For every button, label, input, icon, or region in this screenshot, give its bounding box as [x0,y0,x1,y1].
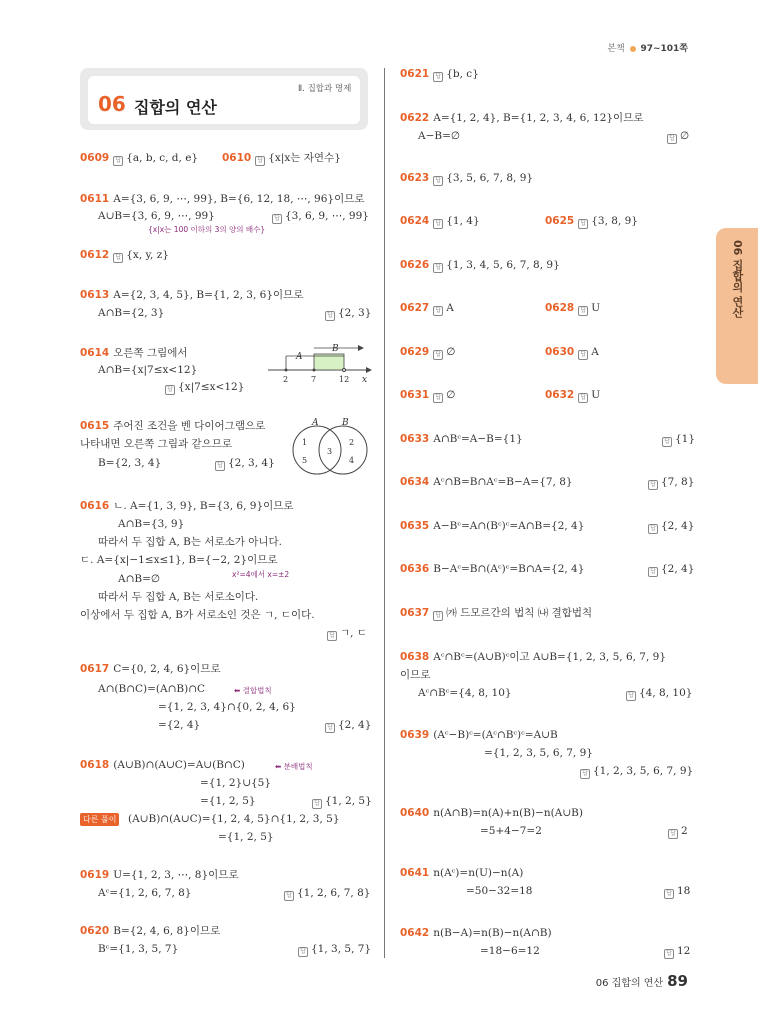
side-tab [716,228,758,384]
answer [165,380,244,394]
solution-line: B−Aᶜ=B∩(Aᶜ)ᶜ=B∩A={2, 4} [433,563,585,575]
problem-number: 0623 [400,172,430,184]
page-footer [596,972,688,990]
problem-0640 [400,806,583,820]
answer: ∅ [446,346,456,358]
problem-0625 [545,214,638,228]
answer-text: {2, 4} [661,520,695,532]
answer-box-icon: 답 [578,393,588,403]
problem-number: 0609 [80,152,110,164]
page-number: 89 [667,972,688,990]
problem-number: 0611 [80,193,110,205]
answer-text: {x|7≤x<12} [178,381,245,393]
venn-element: 2 [349,438,355,447]
answer: {a, b, c, d, e} [126,152,199,164]
answer [325,718,371,732]
venn-element: 1 [302,438,308,447]
answer-box-icon: 답 [580,769,590,779]
answer: U [591,302,601,314]
problem-number: 0620 [80,925,110,937]
solution-line: ={1, 2, 3, 5, 6, 7, 9} [484,747,593,759]
problem-0634 [400,475,573,489]
chapter-title: 집합의 연산 [134,98,217,117]
solution-line: 따라서 두 집합 A, B는 서로소이다. [98,591,259,603]
solution-line: A∩(B∩C)=(A∩B)∩C [98,683,206,695]
problem-number: 0622 [400,112,430,124]
venn-label-b: B [342,418,349,428]
answer-box-icon: 답 [113,253,123,263]
problem-0612 [80,248,169,262]
answer [664,944,690,958]
problem-number: 0636 [400,563,430,575]
problem-number: 0625 [545,215,575,227]
axis-x-label: x [362,375,368,385]
solution-line: U={1, 2, 3, ⋯, 8}이므로 [113,869,239,881]
problem-number: 0621 [400,68,430,80]
answer-box-icon: 답 [433,393,443,403]
problem-number: 0637 [400,607,430,619]
answer [662,432,695,446]
answer [648,562,694,576]
problem-number: 0628 [545,302,575,314]
problem-number: 0614 [80,347,110,359]
solution-line: A∩B={x|7≤x<12} [98,364,198,376]
solution-line: 오른쪽 그림에서 [113,347,188,359]
answer-box-icon: 답 [165,385,175,395]
answer-text: {1, 3, 5, 7} [311,943,372,955]
answer-box-icon: 답 [433,219,443,229]
problem-0624 [400,214,480,228]
problem-0638 [400,650,666,664]
annotation-note: {x|x는 100 이하의 3의 양의 배수} [148,225,266,234]
solution-line: =50−32=18 [466,885,533,897]
set-a-label: A [296,352,303,362]
answer: {3, 5, 6, 7, 8, 9} [446,172,534,184]
venn-element: 5 [302,456,308,465]
problem-0630 [545,345,599,359]
problem-0637 [400,606,592,620]
problem-number: 0631 [400,389,430,401]
answer-text: 12 [677,945,691,957]
venn-diagram [285,414,375,478]
problem-0609 [80,151,198,165]
alternate-solution-tag: 다른 풀이 [80,813,119,826]
problem-number: 0633 [400,433,430,445]
solution-line: A−B=∅ [418,130,461,142]
number-line-figure [262,340,374,386]
dot-icon [630,46,636,52]
solution-line: ㄷ. A={x|−1≤x≤1}, B={−2, 2}이므로 [80,554,278,566]
problem-number: 0638 [400,651,430,663]
venn-element: 3 [327,447,333,456]
answer: {x|x는 자연수} [268,152,341,164]
problem-number: 0635 [400,520,430,532]
answer-box-icon: 답 [662,437,672,447]
solution-line: B={2, 3, 4} [98,457,162,469]
solution-line: (Aᶜ−B)ᶜ=(Aᶜ∩Bᶜ)ᶜ=A∪B [433,729,558,741]
answer [272,209,369,223]
problem-0635 [400,519,584,533]
solution-line: =5+4−7=2 [480,825,542,837]
tick-label: 2 [283,375,289,384]
annotation-note: x²=4에서 x=±2 [232,570,290,579]
solution-line: A={1, 2, 4}, B={1, 2, 3, 4, 6, 12}이므로 [433,112,644,124]
solution-line: A∩B=∅ [118,573,161,585]
problem-0633 [400,432,523,446]
answer: {1, 4} [446,215,480,227]
answer-box-icon: 답 [215,461,225,471]
ref-label: 본책 [607,44,625,54]
answer-box-icon: 답 [668,829,678,839]
answer-box-icon: 답 [433,263,443,273]
problem-0613 [80,288,303,302]
answer-box-icon: 답 [327,631,337,641]
answer-box-icon: 답 [298,947,308,957]
solution-line: 나타내면 오른쪽 그림과 같으므로 [80,438,233,450]
solution-line: ={1, 2, 5} [200,795,256,807]
answer-box-icon: 답 [255,156,265,166]
answer-box-icon: 답 [667,134,677,144]
problem-number: 0632 [545,389,575,401]
solution-line: Aᶜ∩Bᶜ={4, 8, 10} [418,687,512,699]
problem-number: 0627 [400,302,430,314]
problem-0632 [545,388,600,402]
answer-box-icon: 답 [113,156,123,166]
answer [325,306,371,320]
answer-text: {1, 2, 3, 5, 6, 7, 9} [593,765,694,777]
problem-0610 [222,151,341,165]
problem-number: 0610 [222,152,252,164]
problem-0626 [400,258,560,272]
answer-box-icon: 답 [272,214,282,224]
solution-line: ㄴ. A={1, 3, 9}, B={3, 6, 9}이므로 [113,500,294,512]
solution-line: (A∪B)∩(A∪C)=A∪(B∩C) [113,759,245,771]
solution-line: n(A∩B)=n(A)+n(B)−n(A∪B) [433,807,583,819]
solution-line: 주어진 조건을 벤 다이어그램으로 [113,420,266,432]
solution-line: =18−6=12 [480,945,540,957]
answer-box-icon: 답 [433,176,443,186]
annotation-note: ⬅ 분배법칙 [275,762,313,771]
problem-number: 0619 [80,869,110,881]
answer-box-icon: 답 [578,219,588,229]
problem-number: 0616 [80,500,110,512]
problem-0629 [400,345,455,359]
venn-element: 4 [349,456,355,465]
problem-number: 0615 [80,420,110,432]
answer-text: {2, 3} [338,307,372,319]
solution-line: ={1, 2, 3, 4}∩{0, 2, 4, 6} [158,701,296,713]
answer: {b, c} [446,68,479,80]
chapter-number: 06 [98,92,126,116]
answer: A [591,346,599,358]
answer [312,794,372,808]
answer-box-icon: 답 [284,891,294,901]
problem-number: 0639 [400,729,430,741]
problem-0627 [400,301,454,315]
answer-text: 18 [677,885,691,897]
problem-0642 [400,926,552,940]
answer [284,886,370,900]
answer-box-icon: 답 [626,691,636,701]
answer [667,129,689,143]
solution-line: ={1, 2, 5} [218,831,274,843]
problem-number: 0629 [400,346,430,358]
solution-line: A={3, 6, 9, ⋯, 99}, B={6, 12, 18, ⋯, 96}이므로 [113,193,365,205]
problem-0622 [400,111,644,125]
answer-text: {7, 8} [661,476,695,488]
chapter-title-box [80,68,368,130]
problem-0616 [80,499,294,513]
answer-text: {4, 8, 10} [639,687,693,699]
unit-label: Ⅱ. 집합과 명제 [298,84,352,94]
problem-number: 0612 [80,249,110,261]
answer-text: {2, 4} [338,719,372,731]
answer [215,456,275,470]
answer-box-icon: 답 [325,311,335,321]
side-tab-label: 06 집합의 연산 [731,240,744,318]
tick-label: 7 [311,375,317,384]
problem-0615 [80,419,265,433]
solution-line: Aᶜ={1, 2, 6, 7, 8} [98,887,192,899]
answer-text: {1, 2, 5} [325,795,372,807]
problem-number: 0626 [400,259,430,271]
answer: {3, 8, 9} [591,215,638,227]
solution-line: ={2, 4} [158,719,201,731]
solution-line: A={2, 3, 4, 5}, B={1, 2, 3, 6}이므로 [113,289,304,301]
answer-box-icon: 답 [648,480,658,490]
answer [664,884,690,898]
problem-number: 0630 [545,346,575,358]
answer-box-icon: 답 [664,949,674,959]
tick-label: 12 [339,375,350,384]
solution-line: n(Aᶜ)=n(U)−n(A) [433,867,524,879]
answer: ∅ [446,389,456,401]
problem-0614 [80,346,188,360]
solution-line: Aᶜ∩Bᶜ=(A∪B)ᶜ이고 A∪B={1, 2, 3, 5, 6, 7, 9} [433,651,667,663]
venn-label-a: A [312,418,319,428]
problem-number: 0641 [400,867,430,879]
problem-0639 [400,728,558,742]
answer-box-icon: 답 [433,611,443,621]
solution-line: A−Bᶜ=A∩(Bᶜ)ᶜ=A∩B={2, 4} [433,520,585,532]
answer-text: {2, 3, 4} [228,457,275,469]
set-b-label: B [332,344,339,354]
venn-circle-a [293,426,341,474]
column-divider [384,68,385,958]
problem-number: 0642 [400,927,430,939]
problem-number: 0618 [80,759,110,771]
answer-text: {1, 2, 6, 7, 8} [297,887,371,899]
page-reference [607,41,688,54]
solution-line: A∪B={3, 6, 9, ⋯, 99} [98,210,215,222]
problem-number: 0640 [400,807,430,819]
answer [298,942,371,956]
answer-box-icon: 답 [433,306,443,316]
problem-0619 [80,868,239,882]
problem-0623 [400,171,533,185]
answer [580,764,693,778]
problem-0636 [400,562,584,576]
answer-box-icon: 답 [578,350,588,360]
solution-line: (A∪B)∩(A∪C)={1, 2, 4, 5}∩{1, 2, 3, 5} [128,813,340,825]
answer-box-icon: 답 [664,889,674,899]
answer [327,626,367,640]
annotation-note: ⬅ 결합법칙 [234,686,272,695]
problem-number: 0617 [80,663,110,675]
answer-box-icon: 답 [648,524,658,534]
answer-box-icon: 답 [312,799,322,809]
answer-box-icon: 답 [433,72,443,82]
answer: U [591,389,601,401]
answer [668,824,688,838]
answer-text: 2 [681,825,688,837]
answer-box-icon: 답 [648,567,658,577]
solution-line: 이므로 [400,669,431,681]
answer-text: {3, 6, 9, ⋯, 99} [285,210,369,222]
solution-line: 따라서 두 집합 A, B는 서로소가 아니다. [98,536,283,548]
answer-text: {1} [675,433,696,445]
problem-0611 [80,192,365,206]
problem-number: 0624 [400,215,430,227]
problem-number: 0613 [80,289,110,301]
answer [648,519,694,533]
ref-pages: 97~101쪽 [640,44,688,54]
answer: ㈎ 드모르간의 법칙 ㈏ 결합법칙 [446,607,593,619]
answer-text: {2, 4} [661,563,695,575]
axis-arrow-icon [366,367,372,373]
problem-0628 [545,301,600,315]
answer [626,686,692,700]
solution-line: A∩B={3, 9} [118,518,185,530]
problem-0631 [400,388,455,402]
problem-0621 [400,67,479,81]
answer-text: ㄱ, ㄷ [340,627,367,639]
problem-number: 0634 [400,476,430,488]
answer-box-icon: 답 [433,350,443,360]
solution-line: B={2, 4, 6, 8}이므로 [113,925,221,937]
solution-line: n(B−A)=n(B)−n(A∩B) [433,927,552,939]
answer-text: ∅ [680,130,690,142]
solution-line: Bᶜ={1, 3, 5, 7} [98,943,179,955]
answer: {x, y, z} [126,249,169,261]
solution-line: A∩Bᶜ=A−B={1} [433,433,523,445]
solution-line: 이상에서 두 집합 A, B가 서로소인 것은 ㄱ, ㄷ이다. [80,609,315,621]
problem-0620 [80,924,220,938]
answer: {1, 3, 4, 5, 6, 7, 8, 9} [446,259,560,271]
footer-label: 06 집합의 연산 [595,978,664,989]
solution-line: A∩B={2, 3} [98,307,165,319]
solution-line: ={1, 2}∪{5} [200,777,272,789]
solution-line: Aᶜ∩B=B∩Aᶜ=B−A={7, 8} [433,476,573,488]
answer-box-icon: 답 [325,723,335,733]
problem-0618 [80,758,245,772]
answer-box-icon: 답 [578,306,588,316]
solution-line: C={0, 2, 4, 6}이므로 [113,663,221,675]
answer: A [446,302,454,314]
problem-0617 [80,662,221,676]
problem-0641 [400,866,523,880]
answer [648,475,694,489]
